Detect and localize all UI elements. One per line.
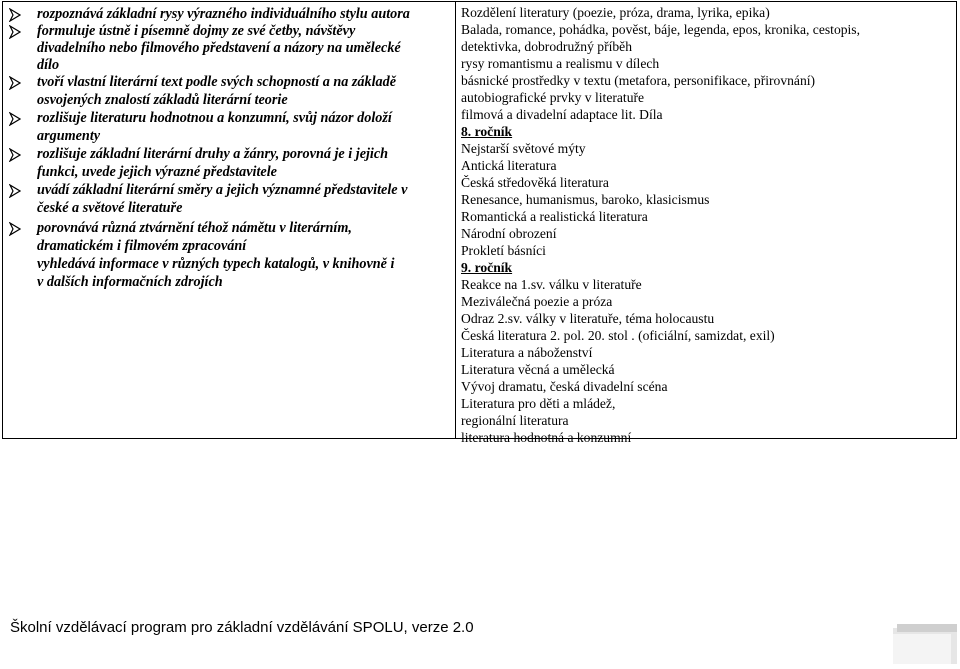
content-line: Rozdělení literatury (poezie, próza, drama, lyrika, epika) xyxy=(461,5,770,20)
content-line: detektivka, dobrodružný příběh xyxy=(461,39,633,54)
content-line: Literatura a náboženství xyxy=(461,345,593,360)
content-line: Odraz 2.sv. války v literatuře, téma holocaustu xyxy=(461,311,715,326)
outcome-line: české a světové literatuře xyxy=(37,200,183,216)
content-line: autobiografické prvky v literatuře xyxy=(461,90,645,105)
arrow-bullet-icon xyxy=(9,112,21,126)
content-line: rysy romantismu a realismu v dílech xyxy=(461,56,660,71)
content-line: Antická literatura xyxy=(461,158,557,173)
arrow-bullet-icon xyxy=(9,25,21,39)
outcome-line: porovnává různá ztvárnění téhož námětu v literárním, xyxy=(37,220,352,236)
content-line: literatura hodnotná a konzumní xyxy=(461,430,632,445)
outcome-line: vyhledává informace v různých typech katalogů, v knihovně i xyxy=(37,256,395,272)
curriculum-table xyxy=(2,1,957,445)
outcome-line: divadelního nebo filmového představení a názory na umělecké xyxy=(37,40,401,56)
arrow-bullet-icon xyxy=(9,222,21,236)
outcome-line: dramatickém i filmovém zpracování xyxy=(37,238,247,254)
outcome-line: formuluje ústně i písemně dojmy ze své četby, návštěvy xyxy=(37,23,356,39)
outcome-line: rozlišuje základní literární druhy a žánry, porovná je i jejich xyxy=(37,146,389,162)
outcome-line: uvádí základní literární směry a jejich významné představitele v xyxy=(37,182,408,198)
content-line: Česká středověká literatura xyxy=(461,175,609,190)
outcome-line: tvoří vlastní literární text podle svých schopností a na základě xyxy=(37,74,397,90)
content-line: Česká literatura 2. pol. 20. stol . (oficiální, samizdat, exil) xyxy=(461,328,775,343)
content-line: Nejstarší světové mýty xyxy=(461,141,586,156)
content-line: Meziválečná poezie a próza xyxy=(461,294,613,309)
outcome-line: rozlišuje literaturu hodnotnou a konzumní, svůj názor doloží xyxy=(37,110,392,126)
arrow-bullet-icon xyxy=(9,8,21,22)
expected-outcomes-column xyxy=(3,2,455,438)
outcome-line: dílo xyxy=(37,57,60,73)
content-line: filmová a divadelní adaptace lit. Díla xyxy=(461,107,663,122)
content-line: Romantická a realistická literatura xyxy=(461,209,648,224)
content-line: Vývoj dramatu, česká divadelní scéna xyxy=(461,379,668,394)
curriculum-content-column xyxy=(461,2,956,445)
page-footer: Školní vzdělávací program pro základní vzdělávání SPOLU, verze 2.0 xyxy=(10,619,474,636)
grade-heading-8: 8. ročník xyxy=(461,124,513,139)
content-line: regionální literatura xyxy=(461,413,569,428)
content-line: Literatura věcná a umělecká xyxy=(461,362,615,377)
grade-heading-9: 9. ročník xyxy=(461,260,513,275)
column-divider xyxy=(455,2,456,438)
outcome-line: osvojených znalostí základů literární teorie xyxy=(37,92,288,108)
content-line: básnické prostředky v textu (metafora, personifikace, přirovnání) xyxy=(461,73,816,88)
page-corner-shadow xyxy=(893,624,957,664)
outcome-line: argumenty xyxy=(37,128,101,144)
arrow-bullet-icon xyxy=(9,148,21,162)
content-line: Literatura pro děti a mládež, xyxy=(461,396,616,411)
content-line: Národní obrození xyxy=(461,226,557,241)
content-line: Renesance, humanismus, baroko, klasicismus xyxy=(461,192,710,207)
arrow-bullet-icon xyxy=(9,76,21,90)
content-line: Prokletí básníci xyxy=(461,243,546,258)
content-line: Reakce na 1.sv. válku v literatuře xyxy=(461,277,642,292)
outcome-line: rozpoznává základní rysy výrazného individuálního stylu autora xyxy=(37,6,410,22)
content-line: Balada, romance, pohádka, pověst, báje, legenda, epos, kronika, cestopis, xyxy=(461,22,860,37)
arrow-bullet-icon xyxy=(9,184,21,198)
outcome-line: v dalších informačních zdrojích xyxy=(37,274,223,290)
outcome-line: funkci, uvede jejich výrazné představitele xyxy=(37,164,277,180)
